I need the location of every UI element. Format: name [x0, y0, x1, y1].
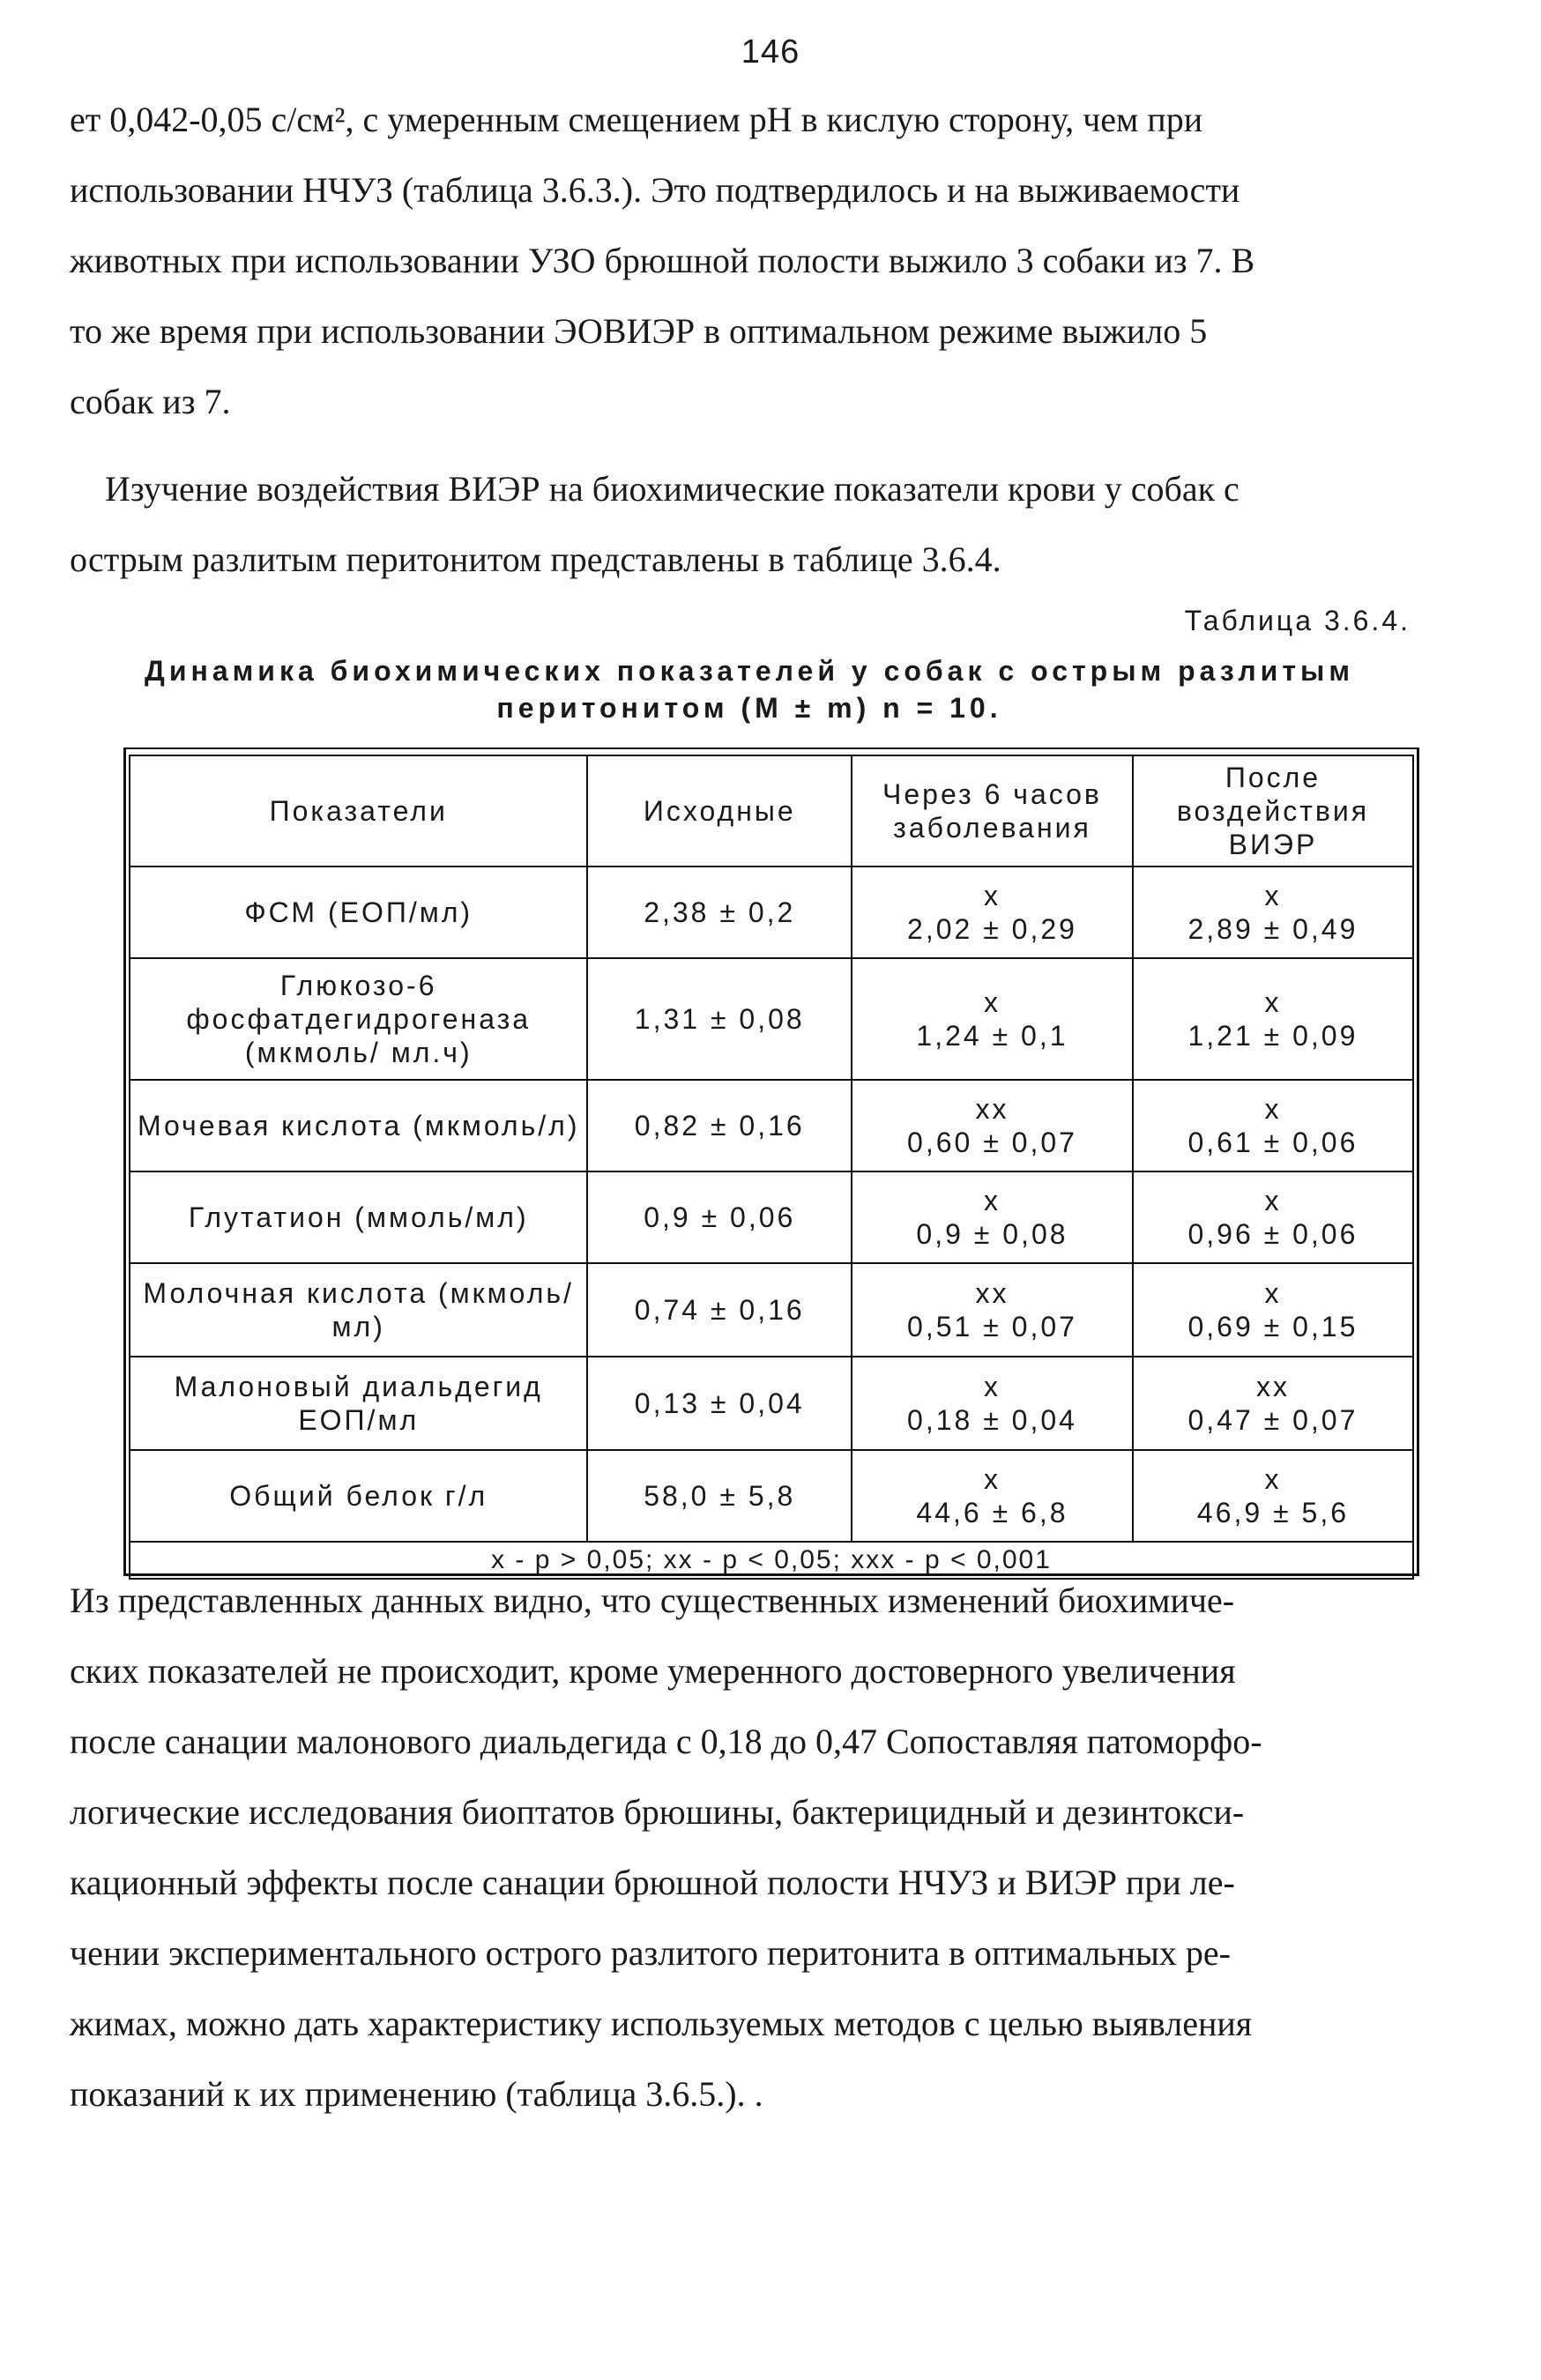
row-name: Молочная кислота (мкмоль/мл)	[130, 1263, 587, 1357]
table-row	[130, 866, 1413, 958]
significance-mark: xx	[1255, 1371, 1290, 1402]
value: 1,21 ± 0,09	[1187, 1020, 1359, 1052]
value: 0,18 ± 0,04	[907, 1404, 1077, 1436]
paragraph-2	[70, 454, 1240, 595]
value: 0,61 ± 0,06	[1187, 1127, 1359, 1158]
row-baseline: 0,74 ± 0,16	[587, 1263, 852, 1357]
value: 46,9 ± 5,6	[1196, 1497, 1349, 1528]
table-footnote: x - p > 0,05; xx - p < 0,05; xxx - p < 0,001	[130, 1542, 1413, 1579]
significance-mark: x	[1264, 1277, 1282, 1309]
row-after-6h	[852, 1263, 1133, 1357]
row-after-6h	[852, 1357, 1133, 1450]
row-after-vier	[1133, 1171, 1413, 1263]
row-name: Общий белок г/л	[130, 1450, 587, 1542]
header-indicators: Показатели	[130, 755, 587, 866]
significance-mark: x	[983, 986, 1001, 1018]
text-line: показаний к их применению (таблица 3.6.5.). .	[70, 2074, 763, 2114]
value: 0,47 ± 0,07	[1187, 1404, 1359, 1436]
row-after-vier	[1133, 1450, 1413, 1542]
value: 0,51 ± 0,07	[907, 1311, 1077, 1342]
row-baseline: 0,9 ± 0,06	[587, 1171, 852, 1263]
value: 2,89 ± 0,49	[1187, 913, 1359, 945]
text-line: Изучение воздействия ВИЭР на биохимические показатели крови у собак с	[70, 469, 1240, 509]
text-line: животных при использовании УЗО брюшной полости выжило 3 собаки из 7. В	[70, 241, 1255, 280]
significance-mark: x	[983, 880, 1001, 911]
table-row	[130, 1171, 1413, 1263]
significance-mark: x	[1264, 1463, 1282, 1495]
row-name: Малоновый диальдегид ЕОП/мл	[130, 1357, 587, 1450]
row-after-vier	[1133, 866, 1413, 958]
row-after-vier	[1133, 958, 1413, 1080]
value: 0,69 ± 0,15	[1187, 1311, 1359, 1342]
header-after-6h: Через 6 часов заболевания	[852, 755, 1133, 866]
row-baseline: 0,82 ± 0,16	[587, 1080, 852, 1171]
row-after-6h	[852, 866, 1133, 958]
paragraph-1	[70, 85, 1254, 437]
table-row	[130, 1080, 1413, 1171]
significance-mark: x	[1264, 1185, 1282, 1216]
value: 1,24 ± 0,1	[916, 1020, 1068, 1052]
row-baseline: 0,13 ± 0,04	[587, 1357, 852, 1450]
row-after-vier	[1133, 1080, 1413, 1171]
value: 0,9 ± 0,08	[916, 1218, 1068, 1250]
table-row	[130, 1263, 1413, 1357]
table-title	[88, 652, 1411, 726]
row-after-6h	[852, 1450, 1133, 1542]
text-line: чении экспериментального острого разлитого перитонита в оптимальных ре-	[70, 1933, 1231, 1973]
text-line: кационный эффекты после санации брюшной полости НЧУЗ и ВИЭР при ле-	[70, 1863, 1235, 1902]
significance-mark: xx	[975, 1093, 1009, 1125]
text-line: жимах, можно дать характеристику используемых методов с целью выявления	[70, 2004, 1253, 2043]
table-row	[130, 1450, 1413, 1542]
text-line: использовании НЧУЗ (таблица 3.6.3.). Это подтвердилось и на выживаемости	[70, 170, 1240, 210]
table-title-line: перитонитом (M ± m) n = 10.	[496, 692, 1002, 724]
biochemistry-table	[129, 755, 1414, 1580]
text-line: Из представленных данных видно, что существенных изменений биохимиче-	[70, 1580, 1235, 1620]
significance-mark: x	[1264, 1093, 1282, 1125]
row-after-6h	[852, 1080, 1133, 1171]
row-after-6h	[852, 1171, 1133, 1263]
row-baseline: 2,38 ± 0,2	[587, 866, 852, 958]
significance-mark: xx	[975, 1277, 1009, 1309]
value: 44,6 ± 6,8	[916, 1497, 1068, 1528]
value: 0,60 ± 0,07	[907, 1127, 1077, 1158]
table-title-line: Динамика биохимических показателей у собак с острым разлитым	[145, 655, 1354, 687]
value: 0,96 ± 0,06	[1187, 1218, 1359, 1250]
significance-mark: x	[983, 1371, 1001, 1402]
table-row	[130, 958, 1413, 1080]
significance-mark: x	[1264, 880, 1282, 911]
row-baseline: 58,0 ± 5,8	[587, 1450, 852, 1542]
value: 2,02 ± 0,29	[907, 913, 1077, 945]
row-name: Глутатион (ммоль/мл)	[130, 1171, 587, 1263]
table-header-row	[130, 755, 1413, 866]
page-number: 146	[741, 33, 800, 71]
significance-mark: x	[1264, 986, 1282, 1018]
row-after-vier	[1133, 1263, 1413, 1357]
text-line: логические исследования биоптатов брюшины, бактерицидный и дезинтокси-	[70, 1792, 1245, 1832]
text-line: после санации малонового диальдегида с 0,18 до 0,47 Сопоставляя патоморфо-	[70, 1722, 1262, 1761]
header-baseline: Исходные	[587, 755, 852, 866]
row-after-vier	[1133, 1357, 1413, 1450]
table-label: Таблица 3.6.4.	[1184, 605, 1411, 636]
header-after-vier: После воздействия ВИЭР	[1133, 755, 1413, 866]
text-line: то же время при использовании ЭОВИЭР в оптимальном режиме выжило 5	[70, 311, 1208, 351]
text-line: собак из 7.	[70, 382, 231, 421]
row-after-6h	[852, 958, 1133, 1080]
paragraph-3	[70, 1566, 1262, 2130]
row-name: Мочевая кислота (мкмоль/л)	[130, 1080, 587, 1171]
row-name: Глюкозо-6 фосфатдегидрогеназа (мкмоль/ мл.ч)	[130, 958, 587, 1080]
significance-mark: x	[983, 1185, 1001, 1216]
text-line: ских показателей не происходит, кроме умеренного достоверного увеличения	[70, 1651, 1236, 1691]
significance-mark: x	[983, 1463, 1001, 1495]
row-baseline: 1,31 ± 0,08	[587, 958, 852, 1080]
text-line: острым разлитым перитонитом представлены в таблице 3.6.4.	[70, 539, 1001, 579]
row-name: ФСМ (ЕОП/мл)	[130, 866, 587, 958]
text-line: ет 0,042-0,05 с/см², с умеренным смещением pH в кислую сторону, чем при	[70, 100, 1203, 139]
table-row	[130, 1357, 1413, 1450]
